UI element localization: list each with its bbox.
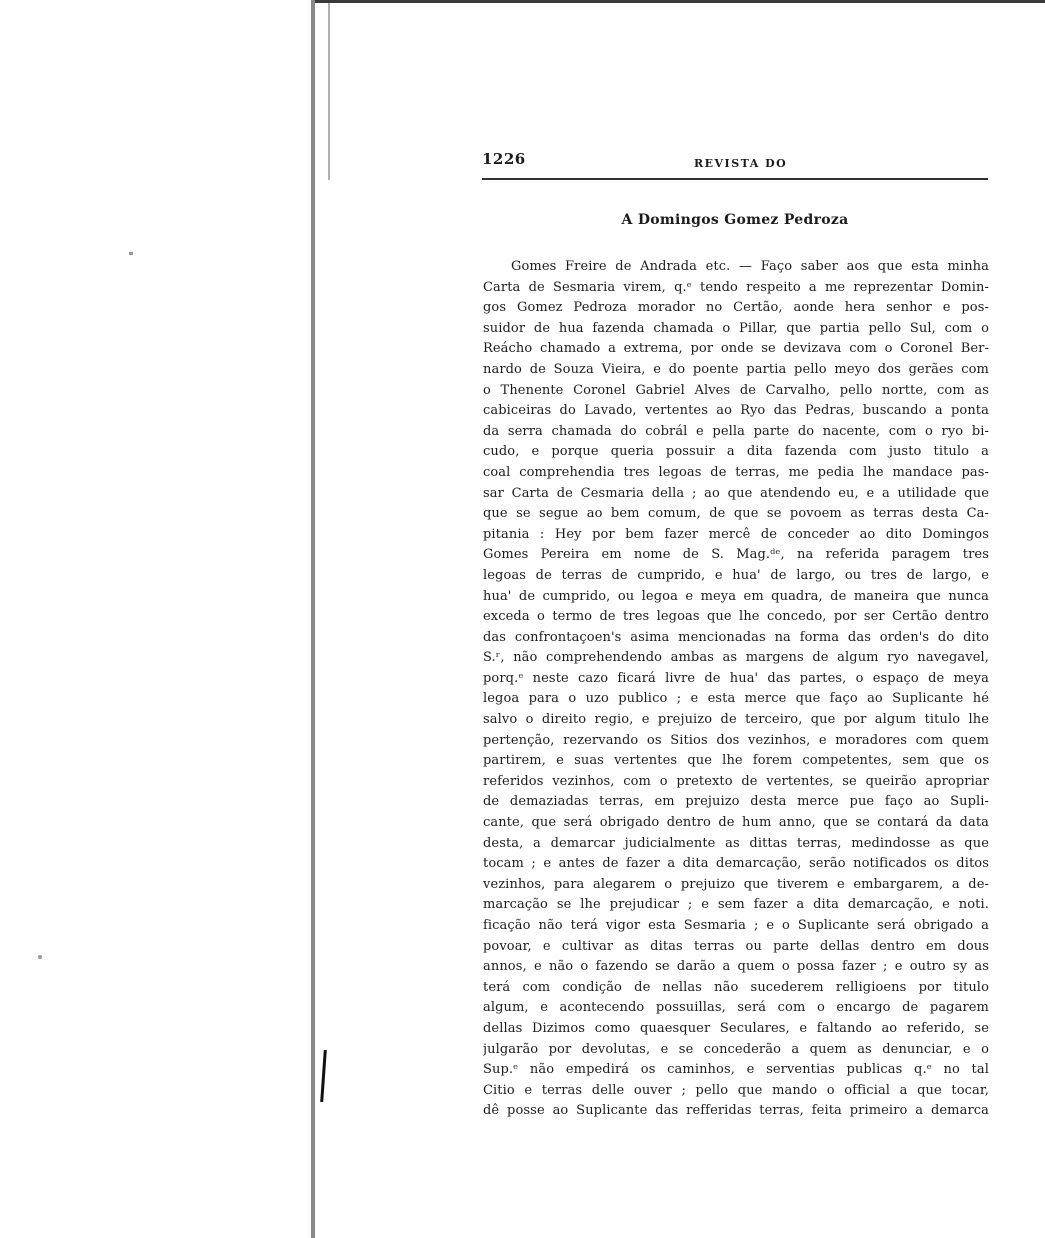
text-line: pitania : Hey por bem fazer mercê de conceder ao dito Domingos [483,526,989,542]
text-line: pertenção, rezervando os Sitios dos vezinhos, e moradores com quem [483,732,989,748]
binding-edge [311,0,315,1238]
text-line: coal comprehendia tres legoas de terras, me pedia lhe mandace pas- [483,464,989,480]
text-line: legoa para o uzo publico ; e esta merce que faço ao Suplicante hé [483,691,989,707]
scan-speck [38,955,42,959]
text-line: marcação se lhe prejudicar ; e sem fazer a dita demarcação, e noti. [483,897,989,913]
page-gutter [0,0,312,1238]
text-line: cabiceiras do Lavado, vertentes ao Ryo das Pedras, buscando a ponta [483,403,989,419]
binding-edge-faint [328,0,330,180]
text-line: de demaziadas terras, em prejuizo desta merce pue faço ao Supli- [483,794,989,810]
text-line: dellas Dizimos como quaesquer Seculares, e faltando ao referido, se [483,1020,989,1036]
text-line: cante, que será obrigado dentro de hum anno, que se contará da data [483,815,989,831]
text-line: salvo o direito regio, e prejuizo de terceiro, que por algum titulo lhe [483,712,989,728]
text-line: da serra chamada do cobrál e pella parte do nacente, com o ryo bi- [483,423,989,439]
text-line: referidos vezinhos, com o pretexto de vertentes, se queirão apropriar [483,773,989,789]
text-line: que se segue ao bem comum, de que se povoem as terras desta Ca- [483,506,989,522]
text-line: gos Gomez Pedroza morador no Certão, aonde hera senhor e pos- [483,300,989,316]
text-line: dê posse ao Suplicante das refferidas terras, feita primeiro a demarca [483,1103,989,1119]
document-title: A Domingos Gomez Pedroza [621,212,849,228]
text-line: algum, e acontecendo possuillas, será com o encargo de pagarem [483,1000,989,1016]
page-header [482,150,988,180]
text-line: Reácho chamado a extrema, por onde se devizava com o Coronel Ber- [483,341,989,357]
text-line: tocam ; e antes de fazer a dita demarcação, serão notificados os ditos [483,856,989,872]
scan-speck [129,252,133,255]
text-line: julgarão por devolutas, e se concederão a quem as denunciar, e o [483,1041,989,1057]
page-number: 1226 [482,150,526,168]
text-line: annos, e não o fazendo se darão a quem o possa fazer ; e outro sy as [483,959,989,975]
text-line: Citio e terras delle ouver ; pello que mando o official a que tocar, [483,1082,989,1098]
text-line: cudo, e porque queria possuir a dita fazenda com justo titulo a [483,444,989,460]
text-line: vezinhos, para alegarem o prejuizo que tiverem e embargarem, a de- [483,876,989,892]
text-line: exceda o termo de tres legoas que lhe concedo, por ser Certão dentro [483,609,989,625]
text-line: ficação não terá vigor esta Sesmaria ; e o Suplicante será obrigado a [483,918,989,933]
text-line: desta, a demarcar judicialmente as dittas terras, medindosse as que [483,835,989,851]
body-text [483,257,989,1122]
text-line: hua' de cumprido, ou legoa e meya em quadra, de maneira que nunca [483,588,989,604]
text-line: porq.ᵉ neste cazo ficará livre de hua' das partes, o espaço de meya [483,670,989,686]
text-line: o Thenente Coronel Gabriel Alves de Carvalho, pello nortte, com as [483,382,989,398]
text-line: legoas de terras de cumprido, e hua' de largo, ou tres de largo, e [483,567,989,583]
header-rule [482,178,988,180]
text-line: suidor de hua fazenda chamada o Pillar, que partia pello Sul, com o [483,320,989,336]
text-line: das confrontaçoen's asima mencionadas na forma das orden's do dito [483,629,989,645]
text-line: Carta de Sesmaria virem, q.ᵉ tendo respeito a me reprezentar Domin- [483,279,989,295]
text-line: Gomes Freire de Andrada etc. — Faço saber aos que esta minha [511,259,989,274]
text-line: S.ʳ, não comprehendendo ambas as margens de algum ryo navegavel, [483,650,989,666]
text-line: nardo de Souza Vieira, e do poente partia pello meyo dos gerães com [483,361,989,377]
text-line: partirem, e suas vertentes que lhe forem competentes, sem que os [483,753,989,769]
text-line: terá com condição de nellas não sucederem relligioens por titulo [483,979,989,995]
running-head: REVISTA DO [694,157,788,170]
text-line: sar Carta de Cesmaria della ; ao que atendendo eu, e a utilidade que [483,485,989,501]
text-line: Sup.ᵉ não empedirá os caminhos, e serventias publicas q.ᵉ no tal [483,1062,989,1078]
text-line: Gomes Pereira em nome de S. Mag.ᵈᵉ, na referida paragem tres [483,547,989,563]
text-line: povoar, e cultivar as ditas terras ou parte dellas dentro em dous [483,938,989,954]
scan-artifact-mark [320,1050,327,1102]
top-page-edge [315,0,1045,3]
